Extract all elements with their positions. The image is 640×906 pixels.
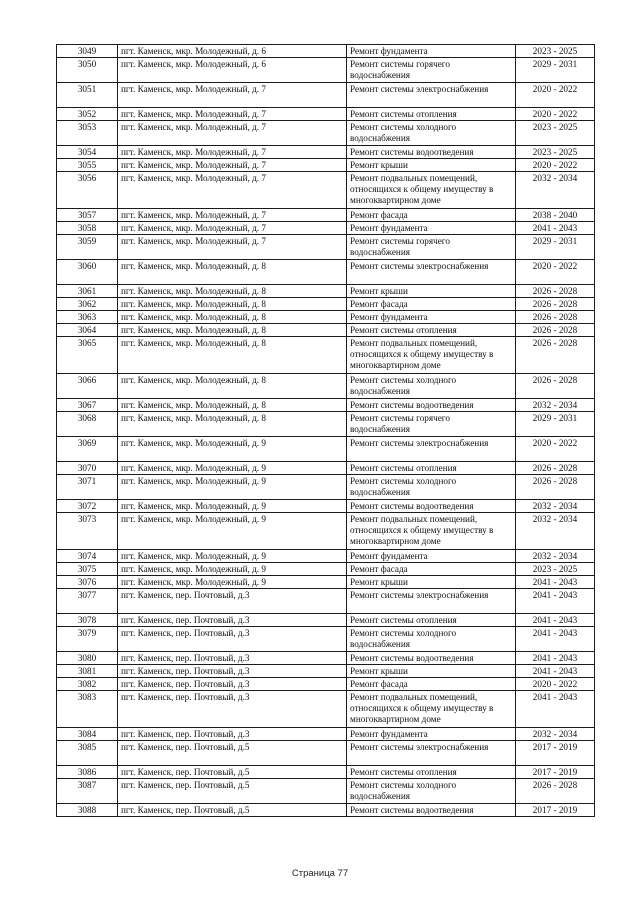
row-address: пгт. Каменск, пер. Почтовый, д.3 bbox=[118, 728, 347, 741]
row-work-type: Ремонт системы отопления bbox=[347, 614, 516, 627]
row-work-type: Ремонт подвальных помещений, относящихся к общему имуществу в многоквартирном доме bbox=[347, 337, 516, 374]
row-work-type: Ремонт фундамента bbox=[347, 222, 516, 235]
row-number: 3061 bbox=[57, 285, 118, 298]
row-work-type: Ремонт системы холодного водоснабжения bbox=[347, 121, 516, 146]
table-row bbox=[57, 235, 595, 260]
row-period: 2041 - 2043 bbox=[516, 691, 595, 728]
row-period: 2026 - 2028 bbox=[516, 285, 595, 298]
row-address: пгт. Каменск, мкр. Молодежный, д. 6 bbox=[118, 58, 347, 83]
row-work-type: Ремонт системы горячего водоснабжения bbox=[347, 58, 516, 83]
row-period: 2026 - 2028 bbox=[516, 374, 595, 399]
table-row bbox=[57, 146, 595, 159]
row-address: пгт. Каменск, мкр. Молодежный, д. 9 bbox=[118, 576, 347, 589]
row-address: пгт. Каменск, мкр. Молодежный, д. 7 bbox=[118, 121, 347, 146]
table-row bbox=[57, 741, 595, 766]
row-period: 2023 - 2025 bbox=[516, 563, 595, 576]
row-work-type: Ремонт фундамента bbox=[347, 728, 516, 741]
row-address: пгт. Каменск, мкр. Молодежный, д. 9 bbox=[118, 475, 347, 500]
row-number: 3053 bbox=[57, 121, 118, 146]
table-row bbox=[57, 550, 595, 563]
table-row bbox=[57, 374, 595, 399]
table-row bbox=[57, 209, 595, 222]
row-period: 2032 - 2034 bbox=[516, 172, 595, 209]
row-period: 2020 - 2022 bbox=[516, 159, 595, 172]
row-work-type: Ремонт фасада bbox=[347, 298, 516, 311]
row-period: 2026 - 2028 bbox=[516, 779, 595, 804]
row-address: пгт. Каменск, пер. Почтовый, д.3 bbox=[118, 627, 347, 652]
row-number: 3088 bbox=[57, 804, 118, 817]
row-address: пгт. Каменск, мкр. Молодежный, д. 7 bbox=[118, 159, 347, 172]
table-row bbox=[57, 337, 595, 374]
row-number: 3063 bbox=[57, 311, 118, 324]
row-work-type: Ремонт системы электроснабжения bbox=[347, 589, 516, 614]
row-work-type: Ремонт крыши bbox=[347, 665, 516, 678]
row-number: 3062 bbox=[57, 298, 118, 311]
table-row bbox=[57, 728, 595, 741]
row-address: пгт. Каменск, мкр. Молодежный, д. 8 bbox=[118, 260, 347, 285]
row-period: 2029 - 2031 bbox=[516, 412, 595, 437]
table-row bbox=[57, 576, 595, 589]
row-address: пгт. Каменск, мкр. Молодежный, д. 9 bbox=[118, 550, 347, 563]
row-number: 3065 bbox=[57, 337, 118, 374]
row-work-type: Ремонт системы горячего водоснабжения bbox=[347, 412, 516, 437]
row-period: 2026 - 2028 bbox=[516, 311, 595, 324]
table-row bbox=[57, 665, 595, 678]
row-number: 3076 bbox=[57, 576, 118, 589]
table-row bbox=[57, 83, 595, 108]
row-period: 2026 - 2028 bbox=[516, 462, 595, 475]
row-number: 3070 bbox=[57, 462, 118, 475]
row-number: 3058 bbox=[57, 222, 118, 235]
row-work-type: Ремонт системы электроснабжения bbox=[347, 437, 516, 462]
table-row bbox=[57, 500, 595, 513]
row-period: 2041 - 2043 bbox=[516, 576, 595, 589]
row-period: 2041 - 2043 bbox=[516, 665, 595, 678]
row-address: пгт. Каменск, мкр. Молодежный, д. 7 bbox=[118, 209, 347, 222]
row-period: 2026 - 2028 bbox=[516, 298, 595, 311]
row-period: 2026 - 2028 bbox=[516, 324, 595, 337]
row-address: пгт. Каменск, пер. Почтовый, д.3 bbox=[118, 652, 347, 665]
table-row bbox=[57, 627, 595, 652]
row-address: пгт. Каменск, мкр. Молодежный, д. 7 bbox=[118, 146, 347, 159]
row-number: 3067 bbox=[57, 399, 118, 412]
row-address: пгт. Каменск, мкр. Молодежный, д. 7 bbox=[118, 108, 347, 121]
row-period: 2032 - 2034 bbox=[516, 500, 595, 513]
row-work-type: Ремонт крыши bbox=[347, 285, 516, 298]
row-work-type: Ремонт системы водоотведения bbox=[347, 146, 516, 159]
row-work-type: Ремонт системы отопления bbox=[347, 324, 516, 337]
row-period: 2029 - 2031 bbox=[516, 235, 595, 260]
row-address: пгт. Каменск, мкр. Молодежный, д. 8 bbox=[118, 311, 347, 324]
table-row bbox=[57, 324, 595, 337]
row-period: 2017 - 2019 bbox=[516, 766, 595, 779]
row-address: пгт. Каменск, мкр. Молодежный, д. 8 bbox=[118, 412, 347, 437]
row-period: 2026 - 2028 bbox=[516, 337, 595, 374]
row-period: 2041 - 2043 bbox=[516, 652, 595, 665]
row-period: 2041 - 2043 bbox=[516, 589, 595, 614]
row-period: 2020 - 2022 bbox=[516, 260, 595, 285]
row-number: 3055 bbox=[57, 159, 118, 172]
table-row bbox=[57, 58, 595, 83]
row-address: пгт. Каменск, мкр. Молодежный, д. 8 bbox=[118, 337, 347, 374]
row-work-type: Ремонт подвальных помещений, относящихся к общему имуществу в многоквартирном доме bbox=[347, 513, 516, 550]
row-number: 3066 bbox=[57, 374, 118, 399]
row-address: пгт. Каменск, мкр. Молодежный, д. 9 bbox=[118, 462, 347, 475]
row-work-type: Ремонт фундамента bbox=[347, 45, 516, 58]
row-number: 3074 bbox=[57, 550, 118, 563]
row-work-type: Ремонт системы отопления bbox=[347, 462, 516, 475]
table-row bbox=[57, 804, 595, 817]
row-work-type: Ремонт фасада bbox=[347, 678, 516, 691]
row-address: пгт. Каменск, мкр. Молодежный, д. 8 bbox=[118, 285, 347, 298]
row-work-type: Ремонт системы холодного водоснабжения bbox=[347, 779, 516, 804]
row-work-type: Ремонт системы отопления bbox=[347, 766, 516, 779]
table-row bbox=[57, 45, 595, 58]
row-number: 3051 bbox=[57, 83, 118, 108]
row-period: 2041 - 2043 bbox=[516, 627, 595, 652]
row-work-type: Ремонт фундамента bbox=[347, 550, 516, 563]
row-number: 3079 bbox=[57, 627, 118, 652]
row-number: 3049 bbox=[57, 45, 118, 58]
table-row bbox=[57, 563, 595, 576]
row-work-type: Ремонт крыши bbox=[347, 576, 516, 589]
row-period: 2023 - 2025 bbox=[516, 146, 595, 159]
row-number: 3050 bbox=[57, 58, 118, 83]
row-address: пгт. Каменск, мкр. Молодежный, д. 9 bbox=[118, 500, 347, 513]
row-address: пгт. Каменск, пер. Почтовый, д.3 bbox=[118, 691, 347, 728]
row-period: 2017 - 2019 bbox=[516, 741, 595, 766]
row-address: пгт. Каменск, мкр. Молодежный, д. 8 bbox=[118, 298, 347, 311]
table-row bbox=[57, 678, 595, 691]
row-period: 2020 - 2022 bbox=[516, 108, 595, 121]
row-address: пгт. Каменск, мкр. Молодежный, д. 6 bbox=[118, 45, 347, 58]
row-number: 3087 bbox=[57, 779, 118, 804]
row-address: пгт. Каменск, пер. Почтовый, д.3 bbox=[118, 614, 347, 627]
table-row bbox=[57, 691, 595, 728]
row-work-type: Ремонт системы электроснабжения bbox=[347, 741, 516, 766]
row-number: 3084 bbox=[57, 728, 118, 741]
table-row bbox=[57, 412, 595, 437]
table-row bbox=[57, 475, 595, 500]
row-work-type: Ремонт системы холодного водоснабжения bbox=[347, 627, 516, 652]
row-work-type: Ремонт системы водоотведения bbox=[347, 500, 516, 513]
row-number: 3085 bbox=[57, 741, 118, 766]
row-address: пгт. Каменск, мкр. Молодежный, д. 9 bbox=[118, 563, 347, 576]
table-row bbox=[57, 159, 595, 172]
row-address: пгт. Каменск, пер. Почтовый, д.5 bbox=[118, 779, 347, 804]
table-row bbox=[57, 766, 595, 779]
repair-schedule-table bbox=[56, 44, 595, 817]
row-period: 2032 - 2034 bbox=[516, 550, 595, 563]
row-number: 3056 bbox=[57, 172, 118, 209]
page-number: Страница 77 bbox=[291, 868, 349, 879]
row-address: пгт. Каменск, мкр. Молодежный, д. 7 bbox=[118, 83, 347, 108]
row-period: 2032 - 2034 bbox=[516, 728, 595, 741]
table-row bbox=[57, 513, 595, 550]
row-period: 2023 - 2025 bbox=[516, 45, 595, 58]
row-address: пгт. Каменск, мкр. Молодежный, д. 7 bbox=[118, 222, 347, 235]
row-work-type: Ремонт системы холодного водоснабжения bbox=[347, 374, 516, 399]
row-address: пгт. Каменск, пер. Почтовый, д.5 bbox=[118, 741, 347, 766]
row-number: 3078 bbox=[57, 614, 118, 627]
row-work-type: Ремонт подвальных помещений, относящихся к общему имуществу в многоквартирном доме bbox=[347, 172, 516, 209]
row-number: 3077 bbox=[57, 589, 118, 614]
table-row bbox=[57, 260, 595, 285]
row-number: 3081 bbox=[57, 665, 118, 678]
row-work-type: Ремонт системы электроснабжения bbox=[347, 83, 516, 108]
table-row bbox=[57, 399, 595, 412]
row-number: 3054 bbox=[57, 146, 118, 159]
row-address: пгт. Каменск, мкр. Молодежный, д. 9 bbox=[118, 513, 347, 550]
table-row bbox=[57, 589, 595, 614]
row-address: пгт. Каменск, мкр. Молодежный, д. 8 bbox=[118, 374, 347, 399]
row-period: 2038 - 2040 bbox=[516, 209, 595, 222]
row-period: 2020 - 2022 bbox=[516, 437, 595, 462]
row-number: 3059 bbox=[57, 235, 118, 260]
row-address: пгт. Каменск, мкр. Молодежный, д. 7 bbox=[118, 235, 347, 260]
row-number: 3072 bbox=[57, 500, 118, 513]
table-row bbox=[57, 222, 595, 235]
row-number: 3086 bbox=[57, 766, 118, 779]
row-period: 2032 - 2034 bbox=[516, 513, 595, 550]
table-row bbox=[57, 614, 595, 627]
row-period: 2020 - 2022 bbox=[516, 83, 595, 108]
row-number: 3082 bbox=[57, 678, 118, 691]
row-number: 3064 bbox=[57, 324, 118, 337]
row-address: пгт. Каменск, мкр. Молодежный, д. 9 bbox=[118, 437, 347, 462]
row-work-type: Ремонт системы водоотведения bbox=[347, 804, 516, 817]
row-number: 3069 bbox=[57, 437, 118, 462]
table-row bbox=[57, 462, 595, 475]
row-address: пгт. Каменск, пер. Почтовый, д.5 bbox=[118, 804, 347, 817]
table-row bbox=[57, 652, 595, 665]
row-work-type: Ремонт системы холодного водоснабжения bbox=[347, 475, 516, 500]
row-period: 2023 - 2025 bbox=[516, 121, 595, 146]
row-work-type: Ремонт фасада bbox=[347, 209, 516, 222]
table-row bbox=[57, 172, 595, 209]
row-period: 2017 - 2019 bbox=[516, 804, 595, 817]
row-address: пгт. Каменск, пер. Почтовый, д.3 bbox=[118, 678, 347, 691]
row-address: пгт. Каменск, мкр. Молодежный, д. 7 bbox=[118, 172, 347, 209]
table-row bbox=[57, 311, 595, 324]
row-period: 2032 - 2034 bbox=[516, 399, 595, 412]
row-number: 3057 bbox=[57, 209, 118, 222]
row-number: 3071 bbox=[57, 475, 118, 500]
row-address: пгт. Каменск, пер. Почтовый, д.5 bbox=[118, 766, 347, 779]
table-row bbox=[57, 121, 595, 146]
row-number: 3052 bbox=[57, 108, 118, 121]
row-number: 3080 bbox=[57, 652, 118, 665]
row-address: пгт. Каменск, мкр. Молодежный, д. 8 bbox=[118, 399, 347, 412]
row-work-type: Ремонт системы водоотведения bbox=[347, 652, 516, 665]
table-row bbox=[57, 285, 595, 298]
table-row bbox=[57, 108, 595, 121]
row-period: 2041 - 2043 bbox=[516, 222, 595, 235]
row-work-type: Ремонт подвальных помещений, относящихся к общему имуществу в многоквартирном доме bbox=[347, 691, 516, 728]
row-number: 3068 bbox=[57, 412, 118, 437]
row-number: 3073 bbox=[57, 513, 118, 550]
table-body bbox=[57, 45, 595, 817]
row-work-type: Ремонт крыши bbox=[347, 159, 516, 172]
row-number: 3060 bbox=[57, 260, 118, 285]
row-period: 2026 - 2028 bbox=[516, 475, 595, 500]
row-work-type: Ремонт системы горячего водоснабжения bbox=[347, 235, 516, 260]
row-work-type: Ремонт фундамента bbox=[347, 311, 516, 324]
row-address: пгт. Каменск, пер. Почтовый, д.3 bbox=[118, 589, 347, 614]
row-period: 2020 - 2022 bbox=[516, 678, 595, 691]
row-work-type: Ремонт системы электроснабжения bbox=[347, 260, 516, 285]
row-period: 2041 - 2043 bbox=[516, 614, 595, 627]
row-work-type: Ремонт системы водоотведения bbox=[347, 399, 516, 412]
table-row bbox=[57, 298, 595, 311]
row-work-type: Ремонт системы отопления bbox=[347, 108, 516, 121]
table-row bbox=[57, 437, 595, 462]
row-number: 3083 bbox=[57, 691, 118, 728]
row-address: пгт. Каменск, пер. Почтовый, д.3 bbox=[118, 665, 347, 678]
row-work-type: Ремонт фасада bbox=[347, 563, 516, 576]
row-number: 3075 bbox=[57, 563, 118, 576]
row-address: пгт. Каменск, мкр. Молодежный, д. 8 bbox=[118, 324, 347, 337]
row-period: 2029 - 2031 bbox=[516, 58, 595, 83]
table-row bbox=[57, 779, 595, 804]
